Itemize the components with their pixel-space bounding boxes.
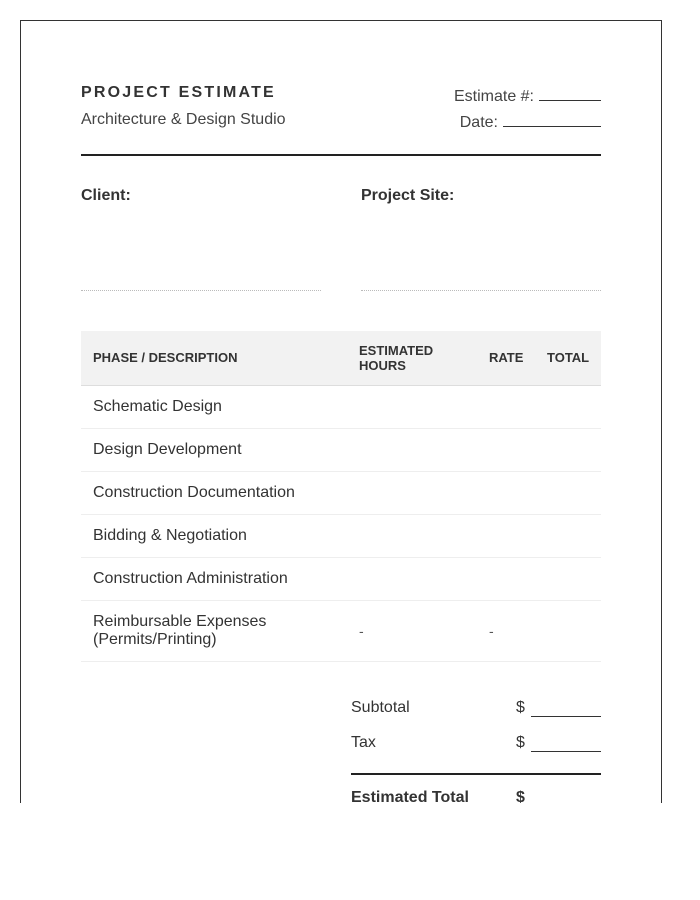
estimated-total-label: Estimated Total [351, 789, 469, 803]
table-row [81, 429, 601, 472]
estimate-number-field[interactable] [539, 85, 601, 101]
tax-field[interactable] [531, 734, 601, 752]
estimate-number-row [454, 85, 601, 106]
phase-description: Construction Administration [93, 570, 288, 587]
client-block [81, 187, 321, 205]
currency-symbol: $ [516, 734, 525, 751]
table-header [81, 331, 601, 386]
phase-description: Reimbursable Expenses (Permits/Printing) [93, 613, 267, 648]
phase-description: Bidding & Negotiation [93, 527, 247, 544]
currency-symbol: $ [516, 789, 525, 803]
totals-block [351, 699, 601, 769]
subtotal-row [351, 699, 601, 734]
column-header-phase: PHASE / DESCRIPTION [93, 350, 238, 365]
tax-label: Tax [351, 734, 376, 751]
subtotal-field[interactable] [531, 699, 601, 717]
totals-divider [351, 773, 601, 775]
project-site-block [361, 187, 601, 205]
phase-description: Construction Documentation [93, 484, 295, 501]
phase-description: Schematic Design [93, 398, 222, 415]
phase-description: Design Development [93, 441, 242, 458]
column-header-hours: ESTIMATED HOURS [359, 343, 434, 373]
table-row [81, 472, 601, 515]
date-row [460, 111, 601, 132]
estimate-header [81, 84, 601, 156]
column-header-rate: RATE [489, 350, 524, 365]
date-field[interactable] [503, 111, 601, 127]
table-row [81, 515, 601, 558]
currency-symbol: $ [516, 699, 525, 716]
project-site-label: Project Site: [361, 187, 455, 204]
tax-row [351, 734, 601, 769]
document-title: PROJECT ESTIMATE [81, 84, 276, 101]
studio-name: Architecture & Design Studio [81, 111, 286, 128]
estimated-total-row [351, 789, 601, 803]
estimate-number-label: Estimate #: [453, 88, 534, 105]
date-label: Date: [459, 114, 498, 131]
table-row [81, 601, 601, 662]
client-label: Client: [81, 187, 131, 204]
table-row [81, 558, 601, 601]
subtotal-label: Subtotal [351, 699, 410, 716]
estimate-sheet [20, 20, 662, 803]
rate-value: - [489, 623, 494, 639]
hours-value: - [359, 623, 364, 639]
column-header-total: TOTAL [547, 350, 590, 365]
project-site-field[interactable] [361, 290, 601, 291]
phase-table [81, 331, 601, 662]
table-row [81, 386, 601, 429]
client-field[interactable] [81, 290, 321, 291]
